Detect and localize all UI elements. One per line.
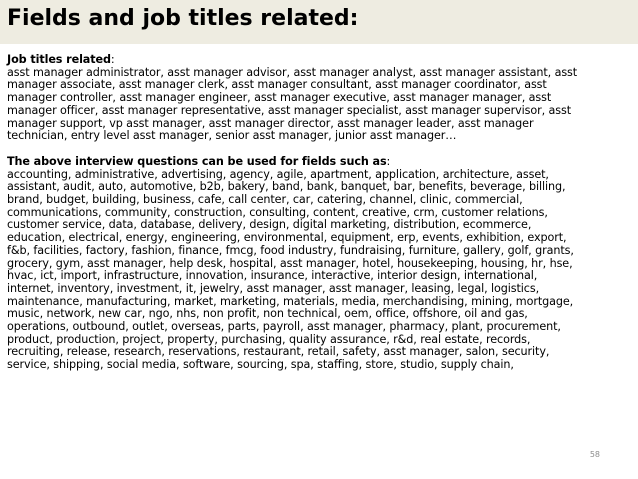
fields-line: recruiting, release, research, reservations, restaurant, retail, safety, asst manager, salon, security, [7, 345, 550, 359]
fields-line: operations, outbound, outlet, overseas, parts, payroll, asst manager, pharmacy, plant, procurement, [7, 320, 561, 334]
fields-line: grocery, gym, asst manager, help desk, hospital, asst manager, hotel, housekeeping, housing, hr, hse, [7, 256, 573, 270]
fields-line: maintenance, manufacturing, market, marketing, materials, media, merchandising, mining, mortgage, [7, 294, 574, 308]
title-bar [0, 0, 638, 44]
fields-line: accounting, administrative, advertising, agency, agile, apartment, application, architecture, asset, [7, 167, 549, 181]
fields-line: brand, budget, building, business, cafe, call center, car, catering, channel, clinic, commercial, [7, 193, 523, 207]
fields-line: product, production, project, property, purchasing, quality assurance, r&d, real estate, records, [7, 332, 531, 346]
page-number: 58 [589, 450, 600, 459]
fields-line: music, network, new car, ngo, nhs, non profit, non technical, oem, office, offshore, oil and gas, [7, 307, 528, 321]
fields-heading-colon: : [386, 154, 391, 168]
job-titles-heading-colon: : [110, 53, 115, 66]
job-titles-heading-text: Job titles related [7, 53, 111, 66]
fields-line: service, shipping, social media, software, sourcing, spa, staffing, store, studio, supply chain, [7, 358, 514, 372]
job-titles-list [7, 67, 633, 143]
fields-line: f&b, facilities, factory, fashion, finance, fmcg, food industry, fundraising, furniture, gallery, golf, grants, [7, 243, 574, 257]
fields-list [7, 169, 633, 372]
fields-line: assistant, audit, auto, automotive, b2b, bakery, band, bank, banquet, bar, benefits, beverage, billing, [7, 180, 566, 194]
job-titles-line: asst manager administrator, asst manager advisor, asst manager analyst, asst manager assistant, asst [7, 65, 578, 79]
job-titles-line: manager support, vp asst manager, asst manager director, asst manager leader, asst manager [7, 116, 534, 130]
fields-line: hvac, ict, import, infrastructure, innovation, insurance, interactive, interior design, international, [7, 269, 538, 283]
job-titles-line: manager associate, asst manager clerk, asst manager consultant, asst manager coordinator, asst [7, 78, 547, 92]
fields-heading-text: The above interview questions can be used for fields such as [7, 154, 387, 168]
slide-title: Fields and job titles related: [7, 6, 359, 31]
fields-line: internet, inventory, investment, it, jewelry, asst manager, asst manager, leasing, legal, logistics, [7, 281, 540, 295]
job-titles-line: manager officer, asst manager representative, asst manager specialist, asst manager supervisor, asst [7, 103, 572, 117]
slide-content [7, 54, 633, 372]
job-titles-heading [7, 54, 633, 67]
fields-line: communications, community, construction, consulting, content, creative, crm, customer relations, [7, 205, 548, 219]
fields-line: customer service, data, database, delivery, design, digital marketing, distribution, ecommerce, [7, 218, 532, 232]
fields-heading [7, 156, 633, 169]
job-titles-line: technician, entry level asst manager, senior asst manager, junior asst manager… [7, 129, 457, 143]
fields-line: education, electrical, energy, engineering, environmental, equipment, erp, events, exhibition, export, [7, 231, 567, 245]
job-titles-line: manager controller, asst manager engineer, asst manager executive, asst manager manager, asst [7, 91, 552, 105]
